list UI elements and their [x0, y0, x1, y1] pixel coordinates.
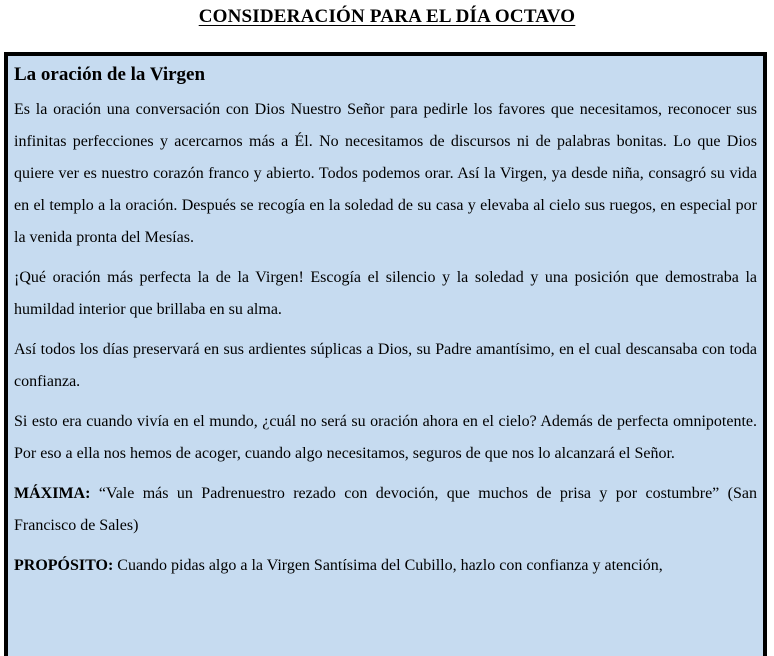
proposito-label: PROPÓSITO:: [14, 557, 114, 574]
content-box: [4, 52, 767, 656]
maxima-paragraph: [14, 478, 757, 542]
maxima-label: MÁXIMA:: [14, 485, 91, 502]
maxima-text: “Vale más un Padrenuestro rezado con devoción, que muchos de prisa y por costumbre” (San Francisco de Sales): [14, 485, 757, 534]
paragraph-4: Si esto era cuando vivía en el mundo, ¿cuál no será su oración ahora en el cielo? Además de perfecta omnipotente. Por eso a ella nos hemos de acoger, cuando algo necesitamos, seguros de que nos lo alcanzará el Señor.: [14, 413, 757, 462]
proposito-paragraph: [14, 550, 757, 582]
paragraph-2: ¡Qué oración más perfecta la de la Virgen! Escogía el silencio y la soledad y una posición que demostraba la humildad interior que brillaba en su alma.: [14, 269, 757, 318]
paragraph-1: Es la oración una conversación con Dios Nuestro Señor para pedirle los favores que necesitamos, reconocer sus infinitas perfecciones y acercarnos más a Él. No necesitamos de discursos ni de palabras bonitas. Lo que Dios quiere ver es nuestro corazón franco y abierto. Todos podemos orar. Así la Virgen, ya desde niña, consagró su vida en el templo a la oración. Después se recogía en la soledad de su casa y elevaba al cielo sus ruegos, en especial por la venida pronta del Mesías.: [14, 101, 757, 246]
paragraph-3: Así todos los días preservará en sus ardientes súplicas a Dios, su Padre amantísimo, en el cual descansaba con toda confianza.: [14, 341, 757, 390]
proposito-text: Cuando pidas algo a la Virgen Santísima del Cubillo, hazlo con confianza y atención,: [113, 557, 663, 574]
page-title: CONSIDERACIÓN PARA EL DÍA OCTAVO: [198, 6, 576, 27]
content-box-inner: [8, 56, 763, 582]
section-title: La oración de la Virgen: [14, 64, 206, 85]
